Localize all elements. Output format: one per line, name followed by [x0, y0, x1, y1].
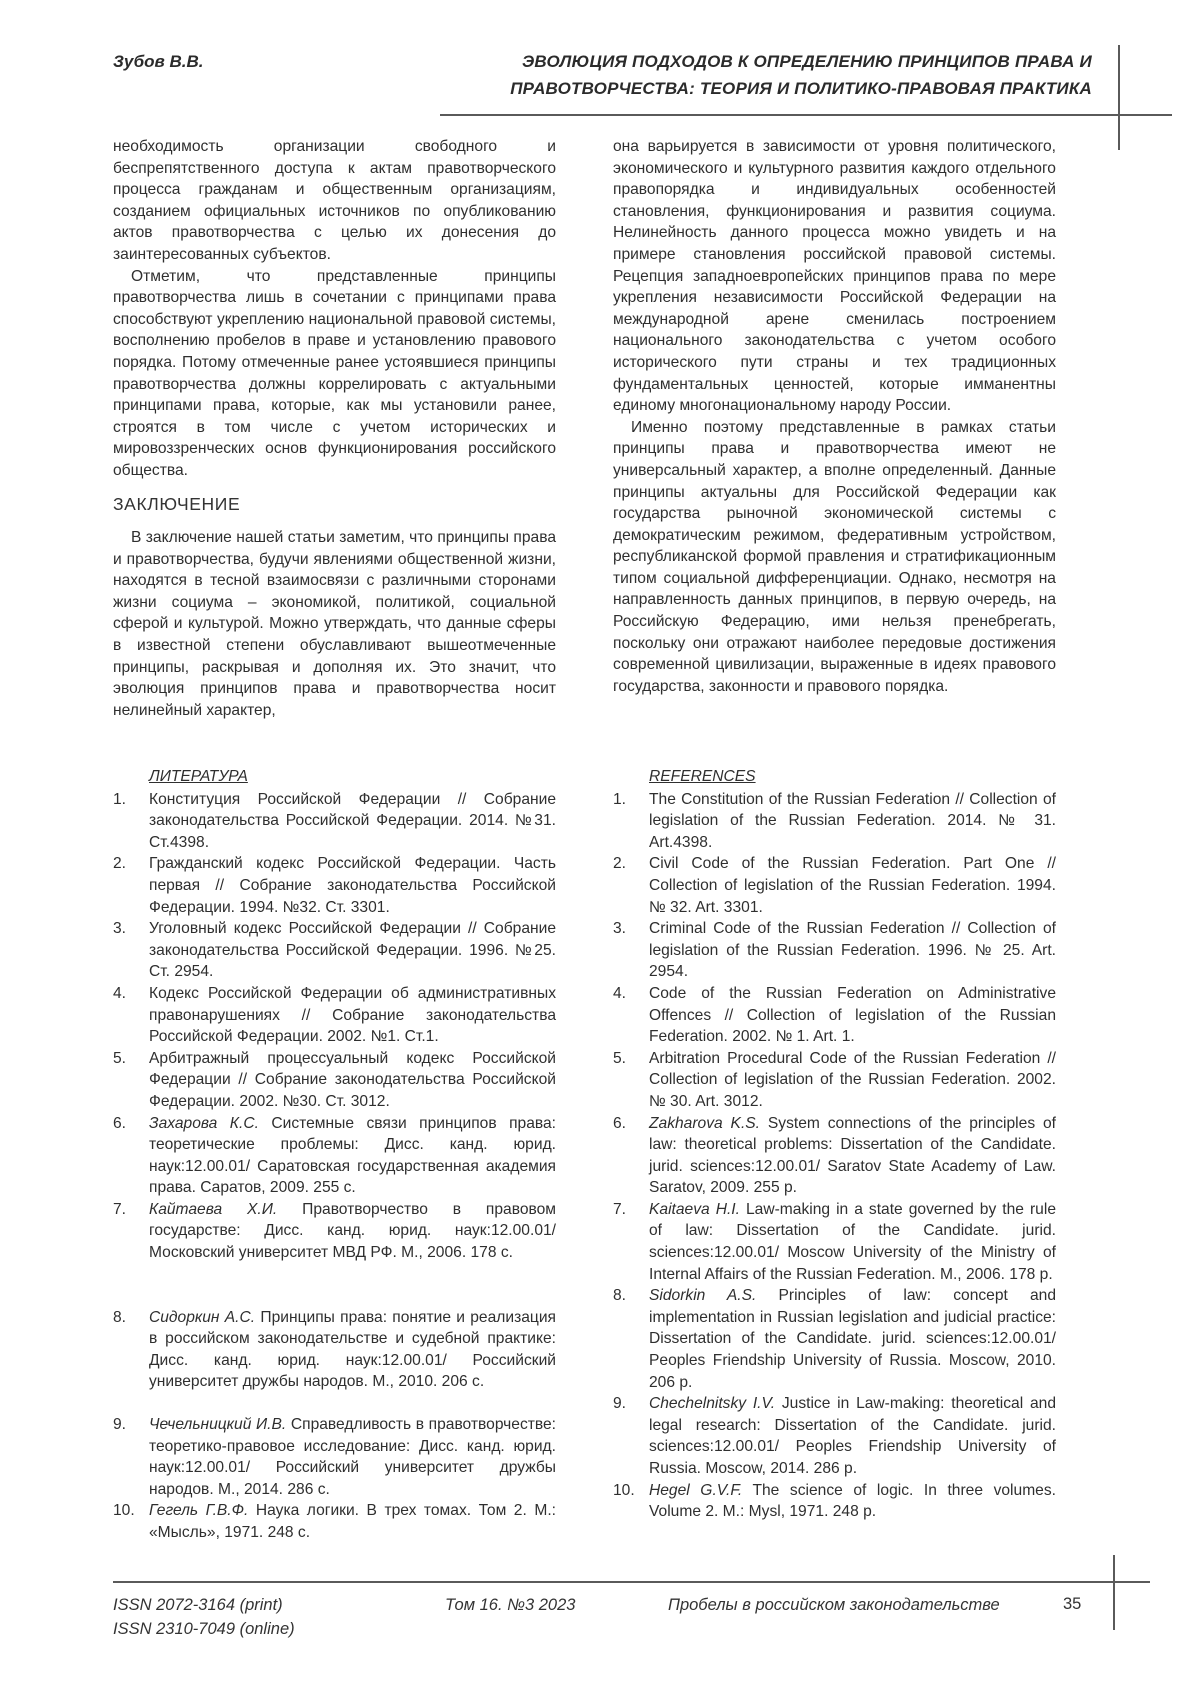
references-list — [613, 766, 1056, 1523]
reference-author: Zakharova K.S. — [649, 1114, 761, 1132]
reference-item — [113, 789, 556, 854]
reference-item — [113, 853, 556, 918]
reference-author: Sidorkin A.S. — [649, 1287, 757, 1305]
reference-item — [113, 1199, 556, 1264]
reference-number: 10. — [113, 1502, 135, 1520]
reference-text: Правотворчество в правовом государстве: Дисс. канд. юрид. наук:12.00.01/ Московский университет МВД РФ. М., 2006. 178 с. — [149, 1200, 556, 1262]
reference-author: Сидоркин А.С. — [149, 1308, 256, 1326]
reference-text: Принципы права: понятие и реализация в российском законодательстве и судебной практике: Дисс. канд. юрид. наук:12.00.01/ Российский университет дружбы народов. М., 2010. 206 с. — [149, 1308, 556, 1391]
reference-item — [613, 918, 1056, 983]
reference-text: Гражданский кодекс Российской Федерации. Часть первая // Собрание законодательства Российской Федерации. 1994. №32. Ст. 3301. — [149, 855, 556, 916]
body-paragraph: она варьируется в зависимости от уровня политического, экономического и культурного развития каждого отдельного правопорядка и индивидуальных особенностей становления, функционирования и развития социума. Нелинейность данного процесса можно увидеть и на примере становления российской правовой системы. Рецепция западноевропейских принципов права по мере укрепления независимости Российской Федерации на международной арене сменилась построением национального законодательства с учетом особого исторического пути страны и тех традиционных фундаментальных ценностей, которые имманентны единому многонациональному народу России. — [613, 138, 1056, 415]
reference-item — [613, 1199, 1056, 1285]
reference-number: 8. — [613, 1287, 627, 1305]
reference-item — [613, 1113, 1056, 1199]
reference-number: 8. — [113, 1308, 127, 1326]
reference-number: 3. — [113, 920, 127, 938]
header-rule — [440, 114, 1172, 116]
literature-heading: ЛИТЕРАТУРА — [149, 768, 248, 785]
footer-volume: Том 16. №3 2023 — [445, 1596, 576, 1614]
footer-journal-name: Пробелы в российском законодательстве — [668, 1596, 1000, 1614]
body-column-right — [613, 136, 1056, 697]
running-header-author: Зубов В.В. — [113, 52, 204, 71]
body-paragraph: Именно поэтому представленные в рамках статьи принципы права и правотворчества имеют не универсальный характер, а вполне определенный. Данные принципы актуальны для Российской Федерации как государства рыночной экономической системы с демократическим режимом, федеративным устройством, республиканской формой правления и стратификационным типом социальной дифференциации. Однако, несмотря на направленность данных принципов, в первую очередь, на Российскую Федерацию, ими нельзя пренебрегать, поскольку они отражают наиболее передовые достижения современной цивилизации, выраженные в идеях правового государства, законности и правового порядка. — [613, 418, 1056, 695]
reference-item — [613, 1048, 1056, 1113]
reference-number: 5. — [113, 1049, 127, 1067]
reference-author: Захарова К.С. — [149, 1114, 259, 1132]
reference-number: 6. — [113, 1114, 127, 1132]
reference-text: Конституция Российской Федерации // Собрание законодательства Российской Федерации. 2014. №31. Ст.4398. — [149, 790, 556, 851]
reference-text: Law-making in a state governed by the rule of law: Dissertation of the Candidate. jurid. sciences:12.00.01/ Moscow University of the Ministry of Internal Affairs of the Russian Federation. M., 2006. 178 p. — [649, 1200, 1056, 1283]
reference-number: 7. — [113, 1200, 127, 1218]
reference-item — [613, 983, 1056, 1048]
page-number: 35 — [1063, 1595, 1082, 1613]
reference-text: Civil Code of the Russian Federation. Part One // Collection of legislation of the Russian Federation. 1994. № 32. Art. 3301. — [649, 855, 1056, 916]
reference-author: Гегель Г.В.Ф. — [149, 1502, 249, 1520]
reference-number: 9. — [613, 1395, 627, 1413]
reference-number: 6. — [613, 1114, 627, 1132]
reference-author: Кайтаева Х.И. — [149, 1200, 278, 1218]
reference-number: 2. — [113, 855, 127, 873]
reference-text: Арбитражный процессуальный кодекс Российской Федерации // Собрание законодательства Российской Федерации. 2002. №30. Ст. 3012. — [149, 1049, 556, 1110]
reference-text: Criminal Code of the Russian Federation // Collection of legislation of the Russian Federation. 1996. № 25. Art. 2954. — [649, 920, 1056, 981]
reference-number: 1. — [113, 790, 127, 808]
running-header-title — [452, 48, 1092, 102]
reference-text: Justice in Law-making: theoretical and legal research: Dissertation of the Candidate. jurid. sciences:12.00.01/ Peoples Friendship University of Russia. Moscow, 2014. 286 p. — [649, 1395, 1056, 1477]
reference-text: The Constitution of the Russian Federation // Collection of legislation of the Russian Federation. 2014. № 31. Art.4398. — [649, 790, 1056, 851]
section-heading-conclusion: ЗАКЛЮЧЕНИЕ — [113, 493, 241, 514]
reference-text: The science of logic. In three volumes. Volume 2. M.: Mysl, 1971. 248 p. — [649, 1481, 1056, 1521]
reference-item — [113, 1048, 556, 1113]
reference-item — [613, 1480, 1056, 1523]
reference-number: 3. — [613, 920, 627, 938]
references-heading: REFERENCES — [649, 768, 756, 785]
reference-text: Уголовный кодекс Российской Федерации // Собрание законодательства Российской Федерации. 1996. №25. Ст. 2954. — [149, 920, 556, 981]
footer-issn — [113, 1593, 295, 1641]
reference-item — [613, 853, 1056, 918]
reference-number: 2. — [613, 855, 627, 873]
reference-item — [113, 983, 556, 1048]
reference-number: 7. — [613, 1200, 627, 1218]
reference-item — [613, 789, 1056, 854]
reference-author: Hegel G.V.F. — [649, 1481, 743, 1499]
reference-number: 4. — [613, 984, 627, 1002]
reference-item — [113, 1414, 556, 1500]
reference-number: 9. — [113, 1416, 127, 1434]
reference-text: System connections of the principles of law: theoretical problems: Dissertation of the Candidate. jurid. sciences:12.00.01/ Saratov State Academy of Law. Saratov, 2009. 255 p. — [649, 1114, 1056, 1197]
reference-text: Справедливость в правотворчестве: теоретико-правовое исследование: Дисс. канд. юрид. наук:12.00.01/ Российский университет дружбы народов. М., 2014. 286 с. — [149, 1416, 556, 1498]
header-crop-mark — [1118, 45, 1120, 150]
body-column-left — [113, 136, 556, 721]
reference-item — [613, 1393, 1056, 1479]
reference-number: 4. — [113, 984, 127, 1002]
reference-author: Chechelnitsky I.V. — [649, 1395, 776, 1413]
reference-text: Arbitration Procedural Code of the Russian Federation // Collection of legislation of the Russian Federation. 2002. № 30. Art. 3012. — [649, 1049, 1056, 1110]
body-paragraph: необходимость организации свободного и беспрепятственного доступа к актам правотворческого процесса гражданам и общественным организациям, созданием официальных источников по опубликованию актов правотворчества с целью их донесения до заинтересованных субъектов. — [113, 138, 556, 263]
reference-text: Code of the Russian Federation on Administrative Offences // Collection of legislation of the Russian Federation. 2002. № 1. Art. 1. — [649, 984, 1056, 1046]
literature-list — [113, 766, 556, 1544]
issn-print: ISSN 2072-3164 (print) — [113, 1596, 283, 1614]
reference-number: 10. — [613, 1481, 635, 1499]
running-header-title-line1: ЭВОЛЮЦИЯ ПОДХОДОВ К ОПРЕДЕЛЕНИЮ ПРИНЦИПОВ ПРАВА И — [522, 52, 1092, 71]
reference-item — [113, 1307, 556, 1393]
reference-text: Системные связи принципов права: теоретические проблемы: Дисс. канд. юрид. наук:12.00.01/ Саратовская государственная академия права. Саратов, 2009. 255 с. — [149, 1114, 556, 1197]
running-header-title-line2: ПРАВОТВОРЧЕСТВА: ТЕОРИЯ И ПОЛИТИКО-ПРАВОВАЯ ПРАКТИКА — [510, 79, 1092, 98]
reference-text: Наука логики. В трех томах. Том 2. М.: «Мысль», 1971. 248 с. — [149, 1502, 556, 1541]
reference-text: Principles of law: concept and implementation in Russian legislation and judicial practice: Dissertation of the Candidate. jurid. sciences:12.00.01/ Peoples Friendship University of Russia. Moscow, 2010. 206 p. — [649, 1287, 1056, 1391]
footer-crop-mark — [1113, 1555, 1115, 1630]
reference-number: 1. — [613, 790, 627, 808]
footer-rule — [113, 1581, 1150, 1583]
reference-author: Kaitaeva H.I. — [649, 1200, 740, 1218]
reference-item — [113, 1500, 556, 1543]
body-paragraph: В заключение нашей статьи заметим, что принципы права и правотворчества, будучи явлениями общественной жизни, находятся в тесной взаимосвязи с различными сторонами жизни социума – экономикой, политикой, социальной сферой и культурой. Можно утверждать, что данные сферы в известной степени обуславливают вышеотмеченные принципы, раскрывая и дополняя их. Это значит, что эволюция принципов права и правотворчества носит нелинейный характер, — [113, 529, 556, 719]
reference-author: Чечельницкий И.В. — [149, 1416, 287, 1434]
reference-item — [113, 1113, 556, 1199]
reference-text: Кодекс Российской Федерации об административных правонарушениях // Собрание законодательства Российской Федерации. 2002. №1. Ст.1. — [149, 984, 556, 1046]
reference-number: 5. — [613, 1049, 627, 1067]
body-paragraph: Отметим, что представленные принципы правотворчества лишь в сочетании с принципами права способствуют укреплению национальной правовой системы, восполнению пробелов в праве и установлению правового порядка. Потому отмеченные ранее устоявшиеся принципы правотворчества должны коррелировать с актуальными принципами права, которые, как мы установили ранее, строятся в том числе с учетом исторических и мировоззренческих основ функционирования российского общества. — [113, 267, 556, 479]
reference-item — [613, 1285, 1056, 1393]
reference-item — [113, 918, 556, 983]
issn-online: ISSN 2310-7049 (online) — [113, 1620, 295, 1638]
